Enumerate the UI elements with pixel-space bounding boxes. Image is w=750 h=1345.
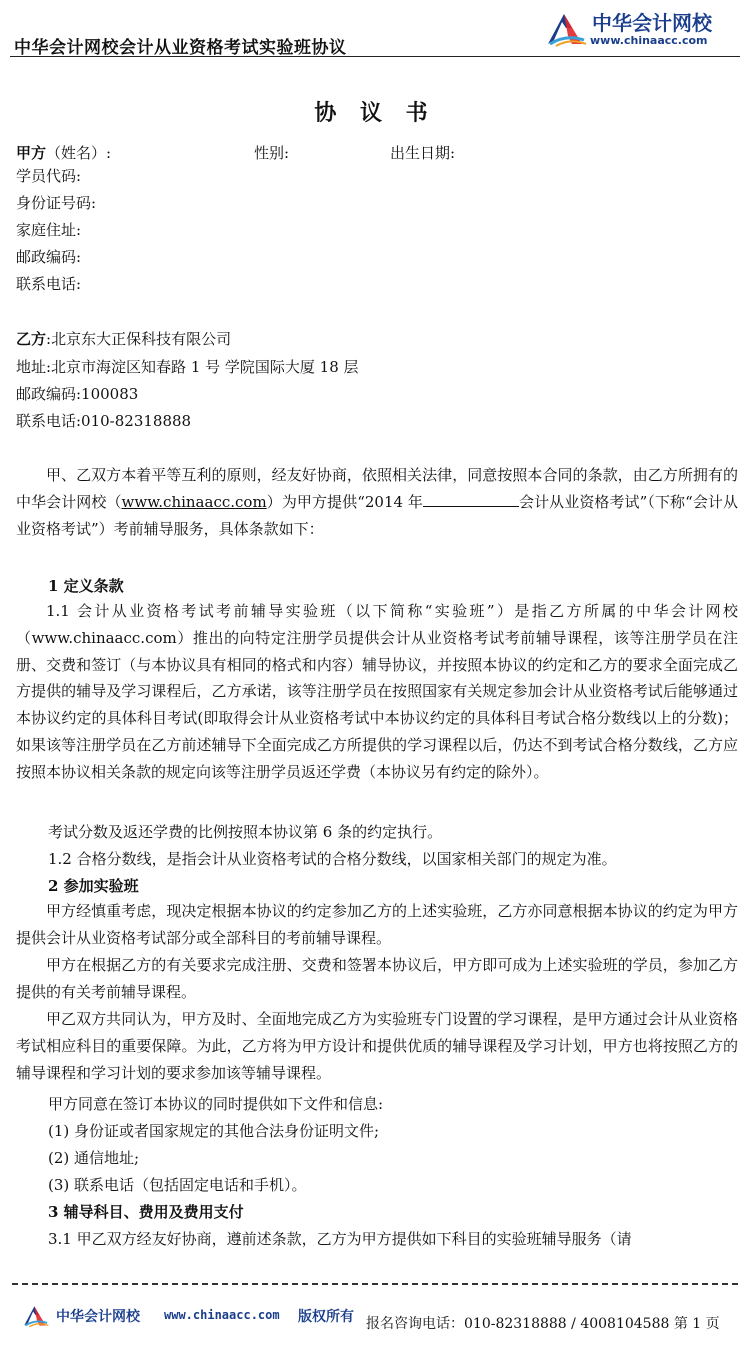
header-title: 中华会计网校会计从业资格考试实验班协议 — [14, 38, 347, 58]
chinaacc-logo — [542, 4, 742, 50]
footer-logo-text: 中华会计网校 — [56, 1309, 140, 1325]
section-2-title: 2 参加实验班 — [48, 877, 139, 895]
header-divider — [10, 56, 740, 57]
clause-3-1: 3.1 甲乙双方经友好协商，遵前述条款，乙方为甲方提供如下科目的实验班辅导服务（请 — [48, 1230, 632, 1248]
party-a-gender: 性别: — [254, 144, 290, 162]
footer-logo-url: www.chinaacc.com — [164, 1308, 280, 1322]
list-item: (2) 通信地址; — [48, 1149, 140, 1167]
party-b-name: 乙方:北京东大正保科技有限公司 — [16, 330, 232, 348]
footer-contact: 报名咨询电话：010-82318888 / 4008104588 第 1 页 — [366, 1316, 720, 1332]
clause-1-1-note: 考试分数及返还学费的比例按照本协议第 6 条的约定执行。 — [48, 823, 443, 841]
footer-divider — [12, 1283, 738, 1285]
intro-paragraph: 甲、乙双方本着平等互利的原则，经友好协商，依照相关法律，同意按照本合同的条款，由乙方所拥有的中华会计网校（www.chinaacc.com）为甲方提供“2014 年 会计从业资格考试”（下称“会计从业资格考试”）考前辅导服务，具体条款如下： — [16, 466, 738, 538]
logo-mark-icon — [542, 4, 588, 48]
section-3-title: 3 辅导科目、费用及费用支付 — [48, 1203, 244, 1221]
logo-url: www.chinaacc.com — [590, 34, 708, 47]
section-2-paragraph: 甲方同意在签订本协议的同时提供如下文件和信息: — [48, 1095, 384, 1113]
party-a-field: 邮政编码: — [16, 248, 82, 266]
party-b-postcode: 邮政编码:100083 — [16, 385, 139, 403]
section-2-paragraph: 甲乙双方共同认为，甲方及时、全面地完成乙方为实验班专门设置的学习课程，是甲方通过会计从业资格考试相应科目的重要保障。为此，乙方将为甲方设计和提供优质的辅导课程及学习计划，甲方也将按照乙方的辅导课程和学习计划的要求参加该等辅导课程。 — [16, 1010, 738, 1082]
party-a-field: 家庭住址: — [16, 221, 82, 239]
party-a-field: 身份证号码: — [16, 194, 97, 212]
party-a-field: 联系电话: — [16, 275, 82, 293]
party-a-name: 甲方（姓名）: — [16, 144, 112, 162]
website-link[interactable]: www.chinaacc.com — [121, 492, 267, 511]
party-a-field: 学员代码: — [16, 167, 82, 185]
page-header — [0, 0, 750, 56]
year-blank — [423, 492, 519, 507]
footer-logo — [14, 1300, 374, 1330]
footer-logo-mark-icon — [18, 1300, 52, 1328]
footer-rights: 版权所有 — [298, 1309, 354, 1325]
clause-1-2: 1.2 合格分数线，是指会计从业资格考试的合格分数线，以国家相关部门的规定为准。 — [48, 850, 617, 868]
party-a-birth: 出生日期: — [390, 144, 456, 162]
section-1-title: 1 定义条款 — [48, 577, 124, 595]
logo-text: 中华会计网校 — [592, 11, 712, 35]
document-title: 协 议 书 — [314, 100, 436, 126]
section-2-paragraph: 甲方经慎重考虑，现决定根据本协议的约定参加乙方的上述实验班，乙方亦同意根据本协议的约定为甲方提供会计从业资格考试部分或全部科目的考前辅导课程。 — [16, 902, 738, 947]
clause-1-1: 1.1 会计从业资格考试考前辅导实验班（以下简称“实验班”）是指乙方所属的中华会计网校（www.chinaacc.com）推出的向特定注册学员提供会计从业资格考试考前辅导课程，该等注册学员在注册、交费和签订（与本协议具有相同的格式和内容）辅导协议，并按照本协议的约定和乙方的要求全面完成乙方提供的辅导及学习课程后，乙方承诺，该等注册学员在按照国家有关规定参加会计从业资格考试后能够通过本协议约定的具体科目考试(即取得会计从业资格考试中本协议约定的具体科目考试合格分数线以上的分数)；如果该等注册学员在乙方前述辅导下全面完成乙方所提供的学习课程以后，仍达不到考试合格分数线，乙方应按照本协议相关条款的规定向该等注册学员返还学费（本协议另有约定的除外）。 — [16, 602, 738, 781]
list-item: (3) 联系电话（包括固定电话和手机）。 — [48, 1176, 307, 1194]
list-item: (1) 身份证或者国家规定的其他合法身份证明文件; — [48, 1122, 380, 1140]
section-2-paragraph: 甲方在根据乙方的有关要求完成注册、交费和签署本协议后，甲方即可成为上述实验班的学员，参加乙方提供的有关考前辅导课程。 — [16, 956, 738, 1001]
party-b-phone: 联系电话:010-82318888 — [16, 412, 192, 430]
party-b-address: 地址:北京市海淀区知春路 1 号 学院国际大厦 18 层 — [16, 358, 359, 376]
